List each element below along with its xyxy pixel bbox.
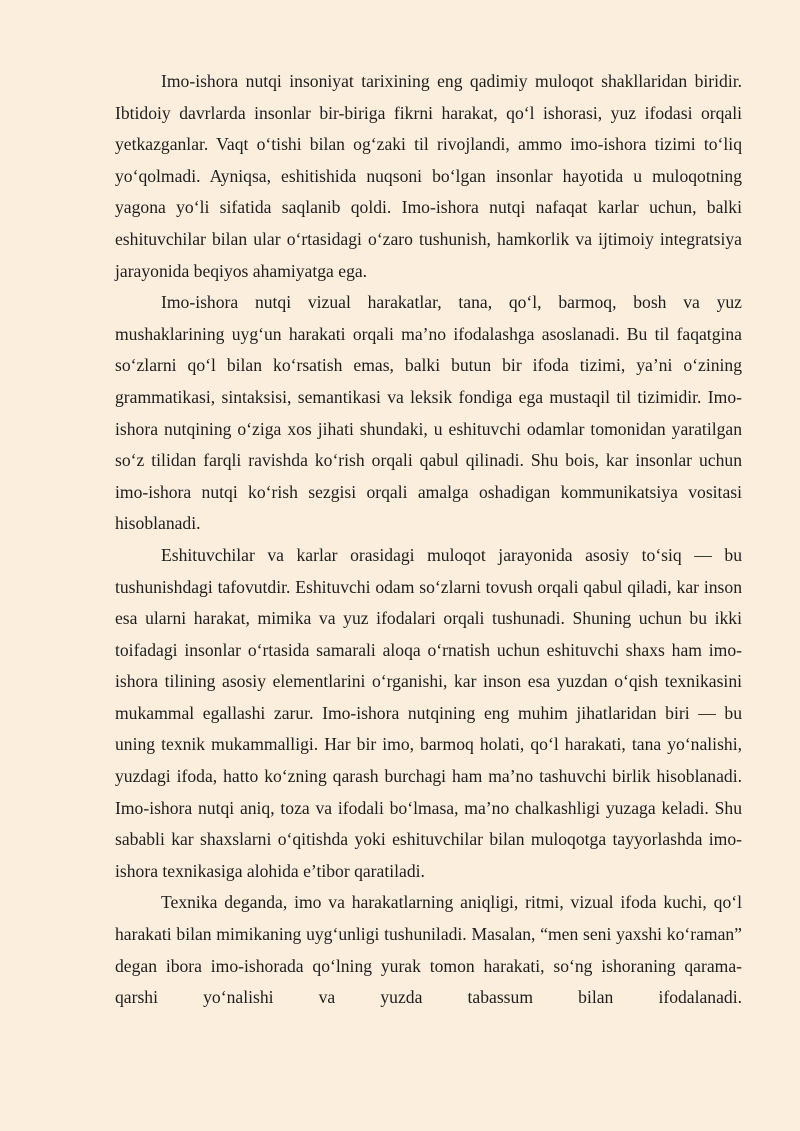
paragraph-1: Imo-ishora nutqi insoniyat tarixining eng qadimiy muloqot shakllaridan biridir. Ibtidoiy davrlarda insonlar bir-biriga fikrni harakat, qo‘l ishorasi, yuz ifodasi orqali yetkazganlar. Vaqt o‘tishi bilan og‘zaki til rivojlandi, ammo imo-ishora tizimi to‘liq yo‘qolmadi. Ayniqsa, eshitishida nuqsoni bo‘lgan insonlar hayotida u muloqotning yagona yo‘li sifatida saqlanib qoldi. Imo-ishora nutqi nafaqat karlar uchun, balki eshituvchilar bilan ular o‘rtasidagi o‘zaro tushunish, hamkorlik va ijtimoiy integratsiya jarayonida beqiyos ahamiyatga ega. [115, 71, 742, 281]
paragraph-3: Eshituvchilar va karlar orasidagi muloqot jarayonida asosiy to‘siq — bu tushunishdagi tafovutdir. Eshituvchi odam so‘zlarni tovush orqali qabul qiladi, kar inson esa ularni harakat, mimika va yuz ifodalari orqali tushunadi. Shuning uchun bu ikki toifadagi insonlar o‘rtasida samarali aloqa o‘rnatish uchun eshituvchi shaxs ham imo-ishora tilining asosiy elementlarini o‘rganishi, kar inson esa yuzdan o‘qish texnikasini mukammal egallashi zarur. Imo-ishora nutqining eng muhim jihatlaridan biri — bu uning texnik mukammalligi. Har bir imo, barmoq holati, qo‘l harakati, tana yo‘nalishi, yuzdagi ifoda, hatto ko‘zning qarash burchagi ham ma’no tashuvchi birlik hisoblanadi. Imo-ishora nutqi aniq, toza va ifodali bo‘lmasa, ma’no chalkashligi yuzaga keladi. Shu sababli kar shaxslarni o‘qitishda yoki eshituvchilar bilan muloqotga tayyorlashda imo-ishora texnikasiga alohida e’tibor qaratiladi. [115, 544, 742, 881]
paragraph-4: Texnika deganda, imo va harakatlarning aniqligi, ritmi, vizual ifoda kuchi, qo‘l harakati bilan mimikaning uyg‘unligi tushuniladi. Masalan, “men seni yaxshi ko‘raman” degan ibora imo-ishorada qo‘lning yurak tomon harakati, so‘ng ishoraning qarama-qarshi yo‘nalishi va yuzda tabassum bilan ifodalanadi. [115, 892, 742, 1008]
paragraph-2: Imo-ishora nutqi vizual harakatlar, tana, qo‘l, barmoq, bosh va yuz mushaklarining uyg‘un harakati orqali ma’no ifodalashga asoslanadi. Bu til faqatgina so‘zlarni qo‘l bilan ko‘rsatish emas, balki butun bir ifoda tizimi, ya’ni o‘zining grammatikasi, sintaksisi, semantikasi va leksik fondiga ega mustaqil til tizimidir. Imo-ishora nutqining o‘ziga xos jihati shundaki, u eshituvchi odamlar tomonidan yaratilgan so‘z tilidan farqli ravishda ko‘rish orqali qabul qilinadi. Shu bois, kar insonlar uchun imo-ishora nutqi ko‘rish sezgisi orqali amalga oshadigan kommunikatsiya vositasi hisoblanadi. [115, 292, 742, 534]
